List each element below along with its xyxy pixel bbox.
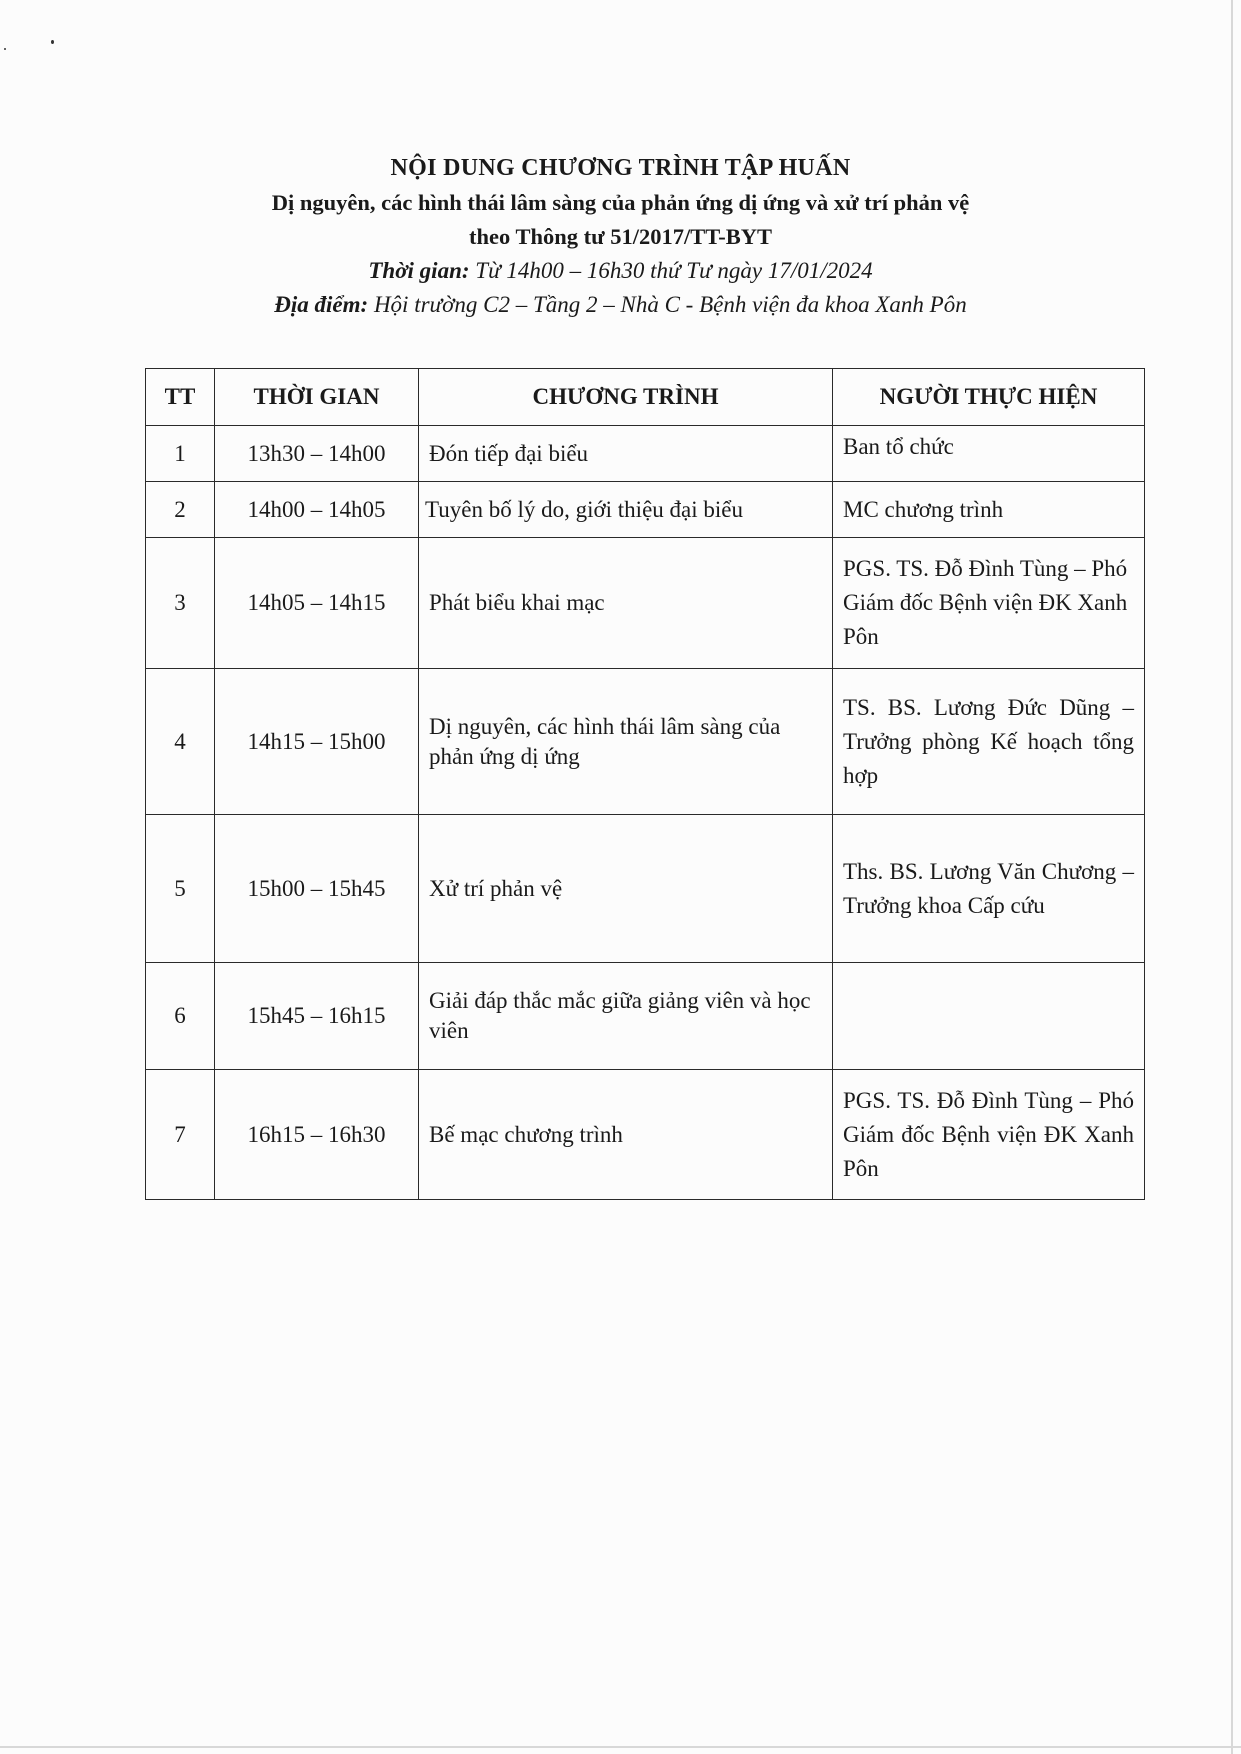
cell-person: TS. BS. Lương Đức Dũng – Trưởng phòng Kế hoạch tổng hợp	[833, 669, 1145, 815]
cell-person: Ths. BS. Lương Văn Chương – Trưởng khoa Cấp cứu	[833, 815, 1145, 963]
cell-program: Bế mạc chương trình	[419, 1070, 833, 1200]
location-info	[0, 288, 1241, 322]
table-row	[146, 815, 1145, 963]
time-info	[0, 254, 1241, 288]
table-row	[146, 669, 1145, 815]
cell-person: Ban tổ chức	[833, 426, 1145, 482]
time-label: Thời gian:	[368, 258, 470, 283]
cell-person: PGS. TS. Đỗ Đình Tùng – Phó Giám đốc Bệnh viện ĐK Xanh Pôn	[833, 538, 1145, 669]
cell-tt: 4	[146, 669, 215, 815]
scan-speck	[51, 40, 54, 44]
cell-program: Phát biểu khai mạc	[419, 538, 833, 669]
cell-program: Xử trí phản vệ	[419, 815, 833, 963]
page-edge-bottom	[0, 1746, 1241, 1748]
table-row	[146, 426, 1145, 482]
cell-time: 14h00 – 14h05	[215, 482, 419, 538]
scan-speck	[4, 48, 6, 50]
cell-tt: 6	[146, 963, 215, 1070]
cell-time: 16h15 – 16h30	[215, 1070, 419, 1200]
cell-program: Đón tiếp đại biểu	[419, 426, 833, 482]
header-time: THỜI GIAN	[215, 369, 419, 426]
cell-tt: 3	[146, 538, 215, 669]
time-value: Từ 14h00 – 16h30 thứ Tư ngày 17/01/2024	[475, 258, 873, 283]
cell-person: PGS. TS. Đỗ Đình Tùng – Phó Giám đốc Bệnh viện ĐK Xanh Pôn	[833, 1070, 1145, 1200]
cell-tt: 1	[146, 426, 215, 482]
document-subtitle-line1: Dị nguyên, các hình thái lâm sàng của phản ứng dị ứng và xử trí phản vệ	[271, 190, 970, 215]
document-title: NỘI DUNG CHƯƠNG TRÌNH TẬP HUẤN	[390, 155, 851, 181]
cell-tt: 5	[146, 815, 215, 963]
table-row	[146, 963, 1145, 1070]
table-header-row	[146, 369, 1145, 426]
cell-time: 15h45 – 16h15	[215, 963, 419, 1070]
document-header	[0, 150, 1241, 322]
cell-program: Dị nguyên, các hình thái lâm sàng của phản ứng dị ứng	[419, 669, 833, 815]
header-program: CHƯƠNG TRÌNH	[419, 369, 833, 426]
cell-time: 13h30 – 14h00	[215, 426, 419, 482]
cell-program: Tuyên bố lý do, giới thiệu đại biểu	[419, 482, 833, 538]
header-tt: TT	[146, 369, 215, 426]
table-row	[146, 538, 1145, 669]
cell-time: 15h00 – 15h45	[215, 815, 419, 963]
table-row	[146, 1070, 1145, 1200]
location-value: Hội trường C2 – Tầng 2 – Nhà C - Bệnh viện đa khoa Xanh Pôn	[373, 292, 967, 317]
schedule-table	[145, 368, 1145, 1200]
cell-time: 14h15 – 15h00	[215, 669, 419, 815]
cell-person: MC chương trình	[833, 482, 1145, 538]
cell-time: 14h05 – 14h15	[215, 538, 419, 669]
cell-tt: 2	[146, 482, 215, 538]
header-person: NGƯỜI THỰC HIỆN	[833, 369, 1145, 426]
document-subtitle-line2: theo Thông tư 51/2017/TT-BYT	[469, 224, 772, 249]
table-row	[146, 482, 1145, 538]
location-label: Địa điểm:	[274, 292, 369, 317]
cell-tt: 7	[146, 1070, 215, 1200]
cell-program: Giải đáp thắc mắc giữa giảng viên và học viên	[419, 963, 833, 1070]
cell-person	[833, 963, 1145, 1070]
